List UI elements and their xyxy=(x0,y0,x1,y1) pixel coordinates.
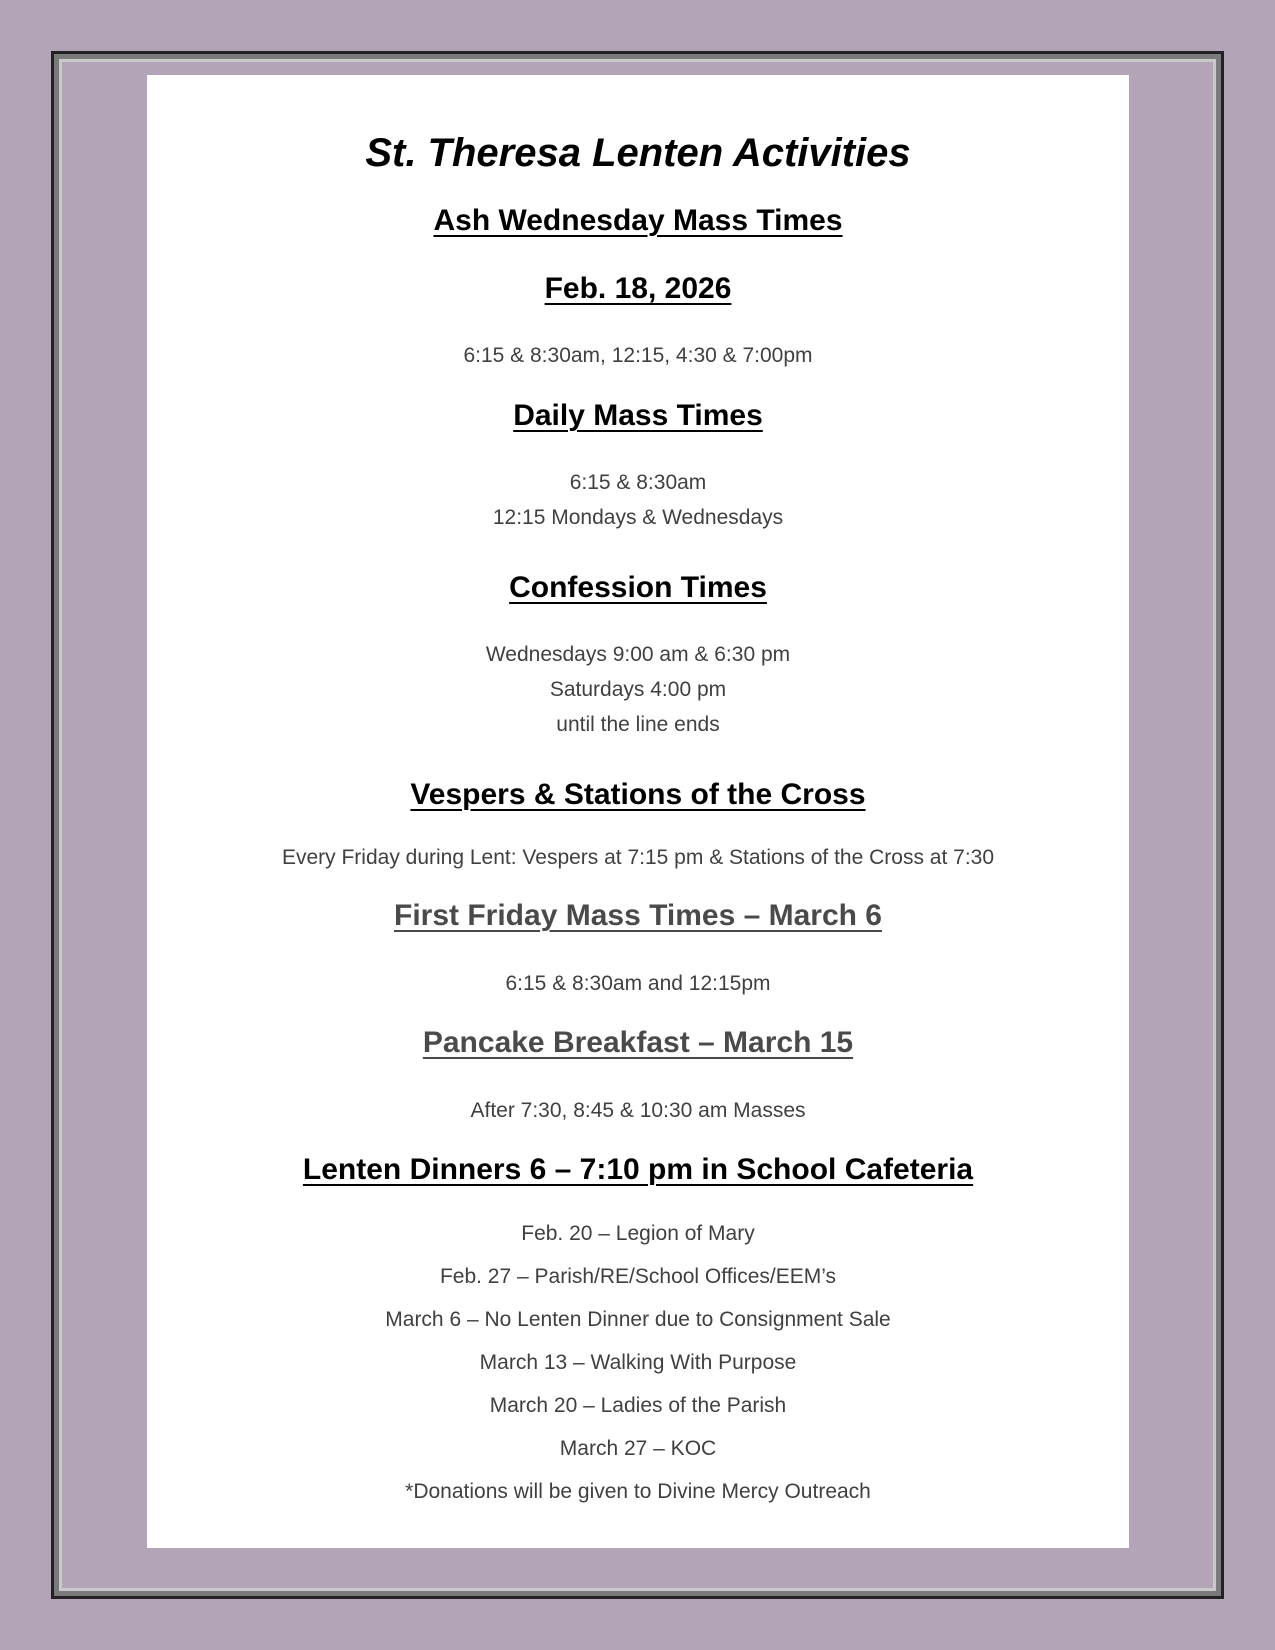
daily-mass-line: 6:15 & 8:30am xyxy=(569,471,707,494)
dinners-heading: Lenten Dinners 6 – 7:10 pm in School Cafeteria xyxy=(302,1153,974,1186)
dinner-item: March 6 – No Lenten Dinner due to Consignment Sale xyxy=(385,1308,891,1331)
confession-line: Saturdays 4:00 pm xyxy=(549,678,727,701)
ash-wednesday-times: 6:15 & 8:30am, 12:15, 4:30 & 7:00pm xyxy=(463,344,813,367)
ash-wednesday-heading: Ash Wednesday Mass Times xyxy=(433,204,843,237)
confession-line: until the line ends xyxy=(556,713,720,736)
vespers-text: Every Friday during Lent: Vespers at 7:15 pm & Stations of the Cross at 7:30 xyxy=(281,846,995,869)
donations-note: *Donations will be given to Divine Mercy Outreach xyxy=(405,1480,871,1503)
first-friday-heading: First Friday Mass Times – March 6 xyxy=(394,899,882,932)
pancake-text: After 7:30, 8:45 & 10:30 am Masses xyxy=(470,1099,806,1122)
confession-heading: Confession Times xyxy=(509,571,767,604)
dinner-item: Feb. 20 – Legion of Mary xyxy=(521,1222,755,1245)
confession-line: Wednesdays 9:00 am & 6:30 pm xyxy=(485,643,791,666)
vespers-heading: Vespers & Stations of the Cross xyxy=(410,778,866,811)
page-title: St. Theresa Lenten Activities xyxy=(365,131,911,175)
pancake-heading: Pancake Breakfast – March 15 xyxy=(422,1026,854,1059)
daily-mass-heading: Daily Mass Times xyxy=(513,399,763,432)
first-friday-times: 6:15 & 8:30am and 12:15pm xyxy=(505,972,771,995)
ash-wednesday-date: Feb. 18, 2026 xyxy=(544,272,732,305)
dinner-item: March 13 – Walking With Purpose xyxy=(479,1351,797,1374)
dinner-item: Feb. 27 – Parish/RE/School Offices/EEM’s xyxy=(439,1265,837,1288)
daily-mass-line: 12:15 Mondays & Wednesdays xyxy=(492,506,784,529)
dinner-item: March 20 – Ladies of the Parish xyxy=(489,1394,787,1417)
flyer-page xyxy=(147,75,1129,1548)
dinner-item: March 27 – KOC xyxy=(559,1437,717,1460)
